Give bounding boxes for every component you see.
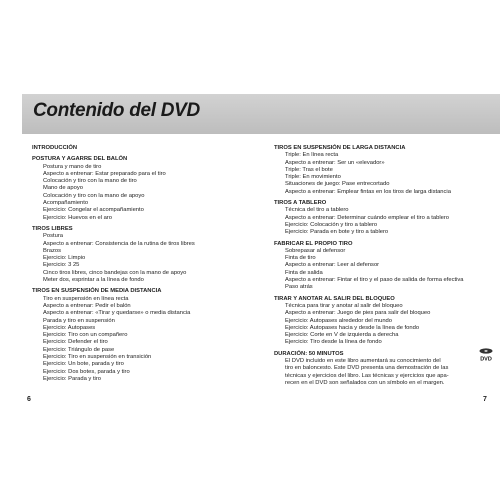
contents-entry: técnicas y ejercicios del libro. Las técnicas y ejercicios que apa- bbox=[285, 372, 449, 379]
contents-entry: Tiro en suspensión en línea recta bbox=[43, 295, 129, 302]
section-heading: POSTURA Y AGARRE DEL BALÓN bbox=[32, 156, 128, 163]
contents-entry: tiro en baloncesto. Este DVD presenta una demostración de las bbox=[285, 365, 449, 372]
contents-entry: El DVD incluido en este libro aumentará su conocimiento del bbox=[285, 358, 441, 365]
contents-entry: Finta de tiro bbox=[285, 255, 316, 262]
section-heading: INTRODUCCIÓN bbox=[32, 145, 78, 151]
contents-entry: Triple: En movimiento bbox=[285, 174, 341, 181]
contents-entry: Técnica para tirar y anotar al salir del bloqueo bbox=[285, 302, 403, 309]
contents-entry: Acompañamiento bbox=[43, 200, 89, 207]
contents-entry: Parada y tiro en suspensión bbox=[43, 317, 115, 324]
contents-entry: Ejercicio: Autopases hacia y desde la línea de fondo bbox=[285, 324, 420, 331]
section-heading: TIROS EN SUSPENSIÓN DE LARGA DISTANCIA bbox=[274, 145, 406, 151]
contents-entry: Ejercicio: Tiro desde la línea de fondo bbox=[285, 339, 382, 346]
contents-entry: Ejercicio: Un bote, parada y tiro bbox=[43, 361, 124, 368]
contents-entry: Aspecto a entrenar: Consistencia de la rutina de tiros libres bbox=[43, 240, 195, 247]
contents-entry: Ejercicio: Congelar el acompañamiento bbox=[43, 207, 144, 214]
section-heading: FABRICAR EL PROPIO TIRO bbox=[274, 240, 353, 247]
contents-entry: Aspecto a entrenar: Determinar cuándo emplear el tiro a tablero bbox=[285, 214, 450, 221]
section-heading: DURACIÓN: 50 MINUTOS bbox=[274, 350, 344, 357]
contents-entry: Ejercicio: Huevos en el aro bbox=[43, 214, 112, 221]
section-heading: TIROS LIBRES bbox=[32, 225, 73, 232]
section-heading: TIROS A TABLERO bbox=[274, 200, 327, 207]
contents-entry: Ejercicio: Tiro con un compañero bbox=[43, 332, 128, 339]
contents-entry: Brazos bbox=[43, 247, 62, 254]
page-number-right: 7 bbox=[483, 396, 487, 403]
contents-entry: Aspecto a entrenar: Emplear fintas en los tiros de larga distancia bbox=[285, 188, 451, 195]
contents-entry: Ejercicio: 3 25 bbox=[43, 262, 80, 269]
contents-entry: Sobrepasar al defensor bbox=[285, 247, 346, 254]
contents-entry: Paso atrás bbox=[285, 284, 313, 291]
contents-entry: Aspecto a entrenar: Leer al defensor bbox=[285, 262, 380, 269]
contents-entry: recen en el DVD son señalados con un símbolo en el margen. bbox=[285, 379, 445, 386]
contents-right-column bbox=[274, 145, 474, 387]
contents-entry: Ejercicio: Corte en V de izquierda a derecha bbox=[285, 332, 399, 339]
section-heading: TIRAR Y ANOTAR AL SALIR DEL BLOQUEO bbox=[274, 295, 395, 302]
contents-entry: Aspecto a entrenar: Pedir el balón bbox=[43, 302, 131, 309]
contents-entry: Triple: Tras el bote bbox=[285, 166, 333, 173]
contents-entry: Ejercicio: Limpio bbox=[43, 255, 86, 262]
contents-entry: Ejercicio: Colocación y tiro a tablero bbox=[285, 221, 378, 228]
page-title: Contenido del DVD bbox=[33, 100, 200, 121]
contents-entry: Colocación y tiro con la mano de apoyo bbox=[43, 192, 145, 199]
contents-entry: Meter dos, esprintar a la línea de fondo bbox=[43, 277, 144, 284]
contents-entry: Triple: En línea recta bbox=[285, 152, 339, 159]
contents-left-column bbox=[32, 145, 247, 383]
contents-entry: Situaciones de juego: Pase entrecortado bbox=[285, 181, 390, 188]
dvd-logo-text: DVD bbox=[480, 356, 492, 362]
contents-entry: Técnica del tiro a tablero bbox=[285, 207, 349, 214]
contents-entry: Aspecto a entrenar: «Tirar y quedarse» o media distancia bbox=[43, 310, 191, 317]
contents-entry: Ejercicio: Tiro en suspensión en transición bbox=[43, 354, 152, 361]
contents-entry: Ejercicio: Autopases bbox=[43, 324, 96, 331]
contents-entry: Aspecto a entrenar: Estar preparado para el tiro bbox=[43, 170, 166, 177]
dvd-logo-icon bbox=[478, 348, 494, 362]
contents-entry: Mano de apoyo bbox=[43, 185, 83, 192]
contents-entry: Ejercicio: Dos botes, parada y tiro bbox=[43, 368, 130, 375]
contents-entry: Aspecto a entrenar: Ser un «elevador» bbox=[285, 159, 385, 166]
contents-entry: Aspecto a entrenar: Juego de pies para salir del bloqueo bbox=[285, 310, 431, 317]
contents-entry: Ejercicio: Autopases alrededor del mundo bbox=[285, 317, 392, 324]
contents-entry: Aspecto a entrenar: Fintar el tiro y el paso de salida de forma efectiva bbox=[285, 277, 464, 284]
section-heading: TIROS EN SUSPENSIÓN DE MEDIA DISTANCIA bbox=[32, 288, 162, 295]
contents-entry: Cinco tiros libres, cinco bandejas con la mano de apoyo bbox=[43, 269, 187, 276]
contents-entry: Ejercicio: Defender el tiro bbox=[43, 339, 108, 346]
contents-entry: Ejercicio: Parada en bote y tiro a tablero bbox=[285, 229, 389, 236]
contents-entry: Ejercicio: Parada y tiro bbox=[43, 375, 101, 382]
contents-entry: Ejercicio: Triángulo de pase bbox=[43, 346, 115, 353]
page-number-left: 6 bbox=[27, 396, 31, 403]
contents-entry: Postura y mano de tiro bbox=[43, 163, 102, 170]
contents-entry: Postura bbox=[43, 233, 63, 240]
contents-entry: Colocación y tiro con la mano de tiro bbox=[43, 178, 137, 185]
contents-entry: Finta de salida bbox=[285, 269, 323, 276]
